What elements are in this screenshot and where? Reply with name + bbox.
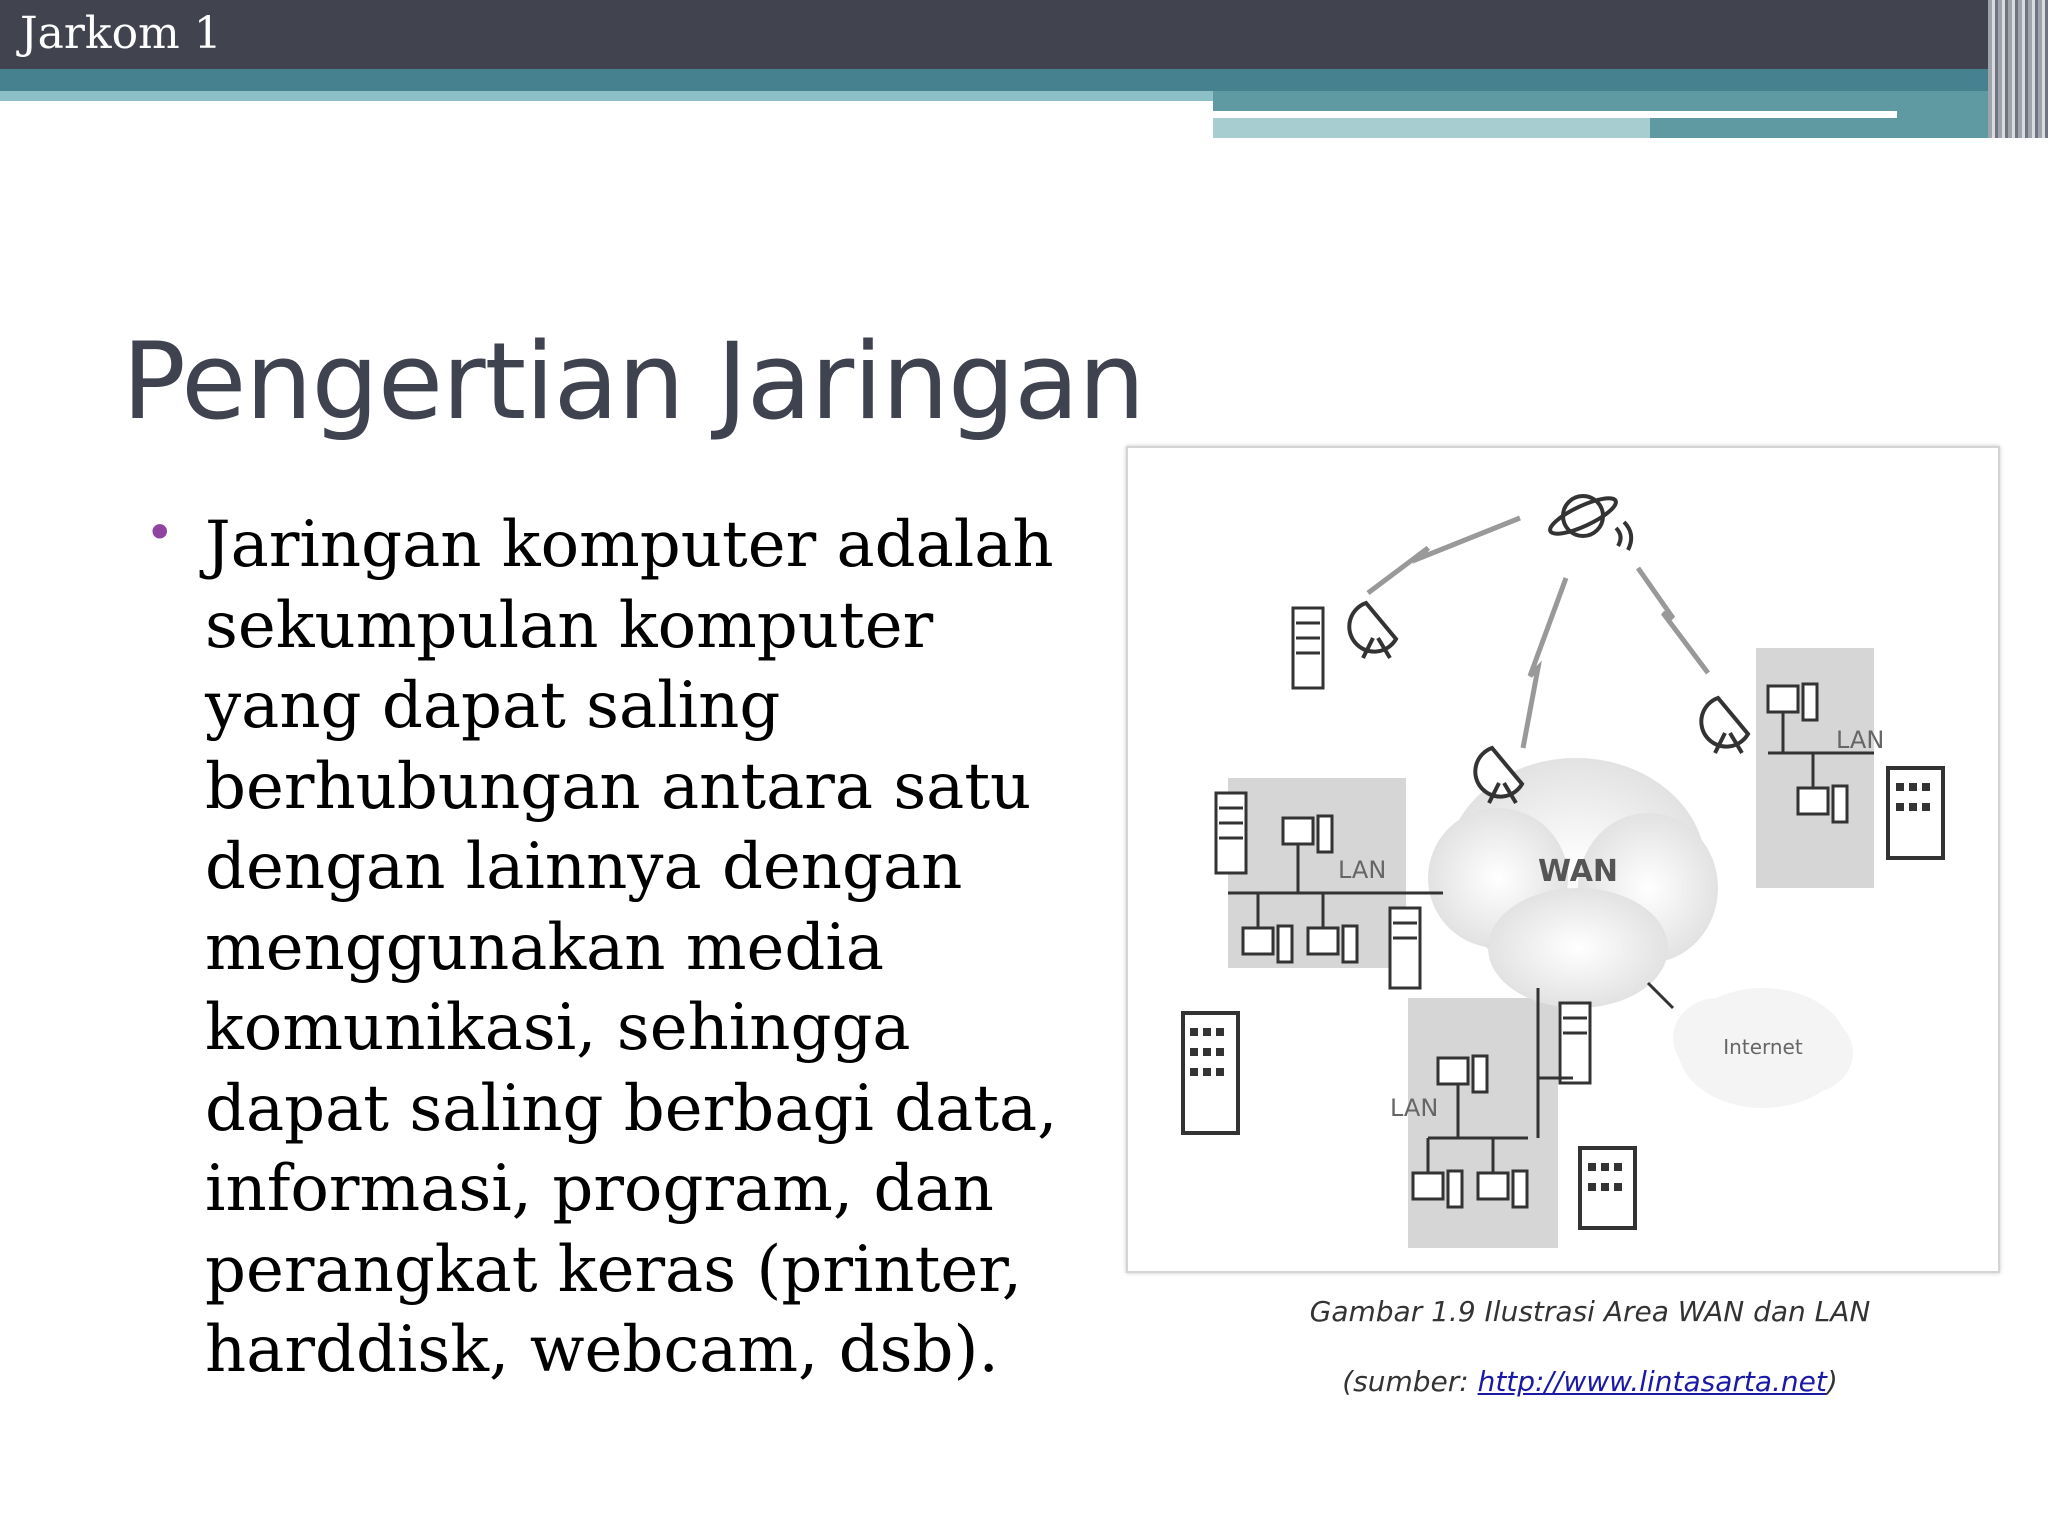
- server-icon: [1560, 1003, 1590, 1083]
- header-light-strip: [0, 91, 1213, 101]
- lan-label-right: LAN: [1836, 726, 1885, 754]
- header-white-line: [1213, 111, 1897, 118]
- header-teal-band: [0, 69, 2048, 91]
- bullet-text: Jaringan komputer adalah sekumpulan komputer yang dapat saling berhubungan antara satu dengan lainnya dengan menggunakan media komunikasi, sehingga dapat saling berbagi data, informasi, program, dan perangkat keras (printer, harddisk, webcam, dsb).: [205, 508, 1058, 1387]
- figure-source: [1240, 1365, 1940, 1398]
- header-edge-stripes: [1988, 0, 2048, 138]
- source-link[interactable]: http://www.lintasarta.net: [1477, 1365, 1827, 1398]
- source-prefix: (sumber:: [1342, 1365, 1478, 1398]
- satellite-icon: [1546, 492, 1631, 550]
- network-diagram-figure: [1126, 446, 2000, 1273]
- slide-title: Pengertian Jaringan: [122, 320, 1145, 443]
- server-icon: [1390, 908, 1420, 988]
- bullet-marker: •: [145, 504, 175, 562]
- server-icon: [1216, 793, 1246, 873]
- network-diagram: [1128, 448, 1998, 1271]
- header-light-bar: [1213, 118, 1650, 138]
- header-band: [0, 0, 2048, 69]
- source-suffix: ): [1826, 1365, 1838, 1398]
- wan-label: WAN: [1537, 854, 1619, 889]
- lan-label-left: LAN: [1338, 856, 1387, 884]
- satellite-dish-icon: [1701, 698, 1748, 753]
- deck-label: Jarkom 1: [20, 8, 222, 59]
- lan-label-bottom: LAN: [1390, 1094, 1439, 1122]
- server-icon: [1293, 608, 1323, 688]
- internet-label: Internet: [1723, 1035, 1803, 1059]
- satellite-dish-icon: [1349, 603, 1396, 658]
- figure-caption: Gambar 1.9 Ilustrasi Area WAN dan LAN: [1309, 1295, 1871, 1328]
